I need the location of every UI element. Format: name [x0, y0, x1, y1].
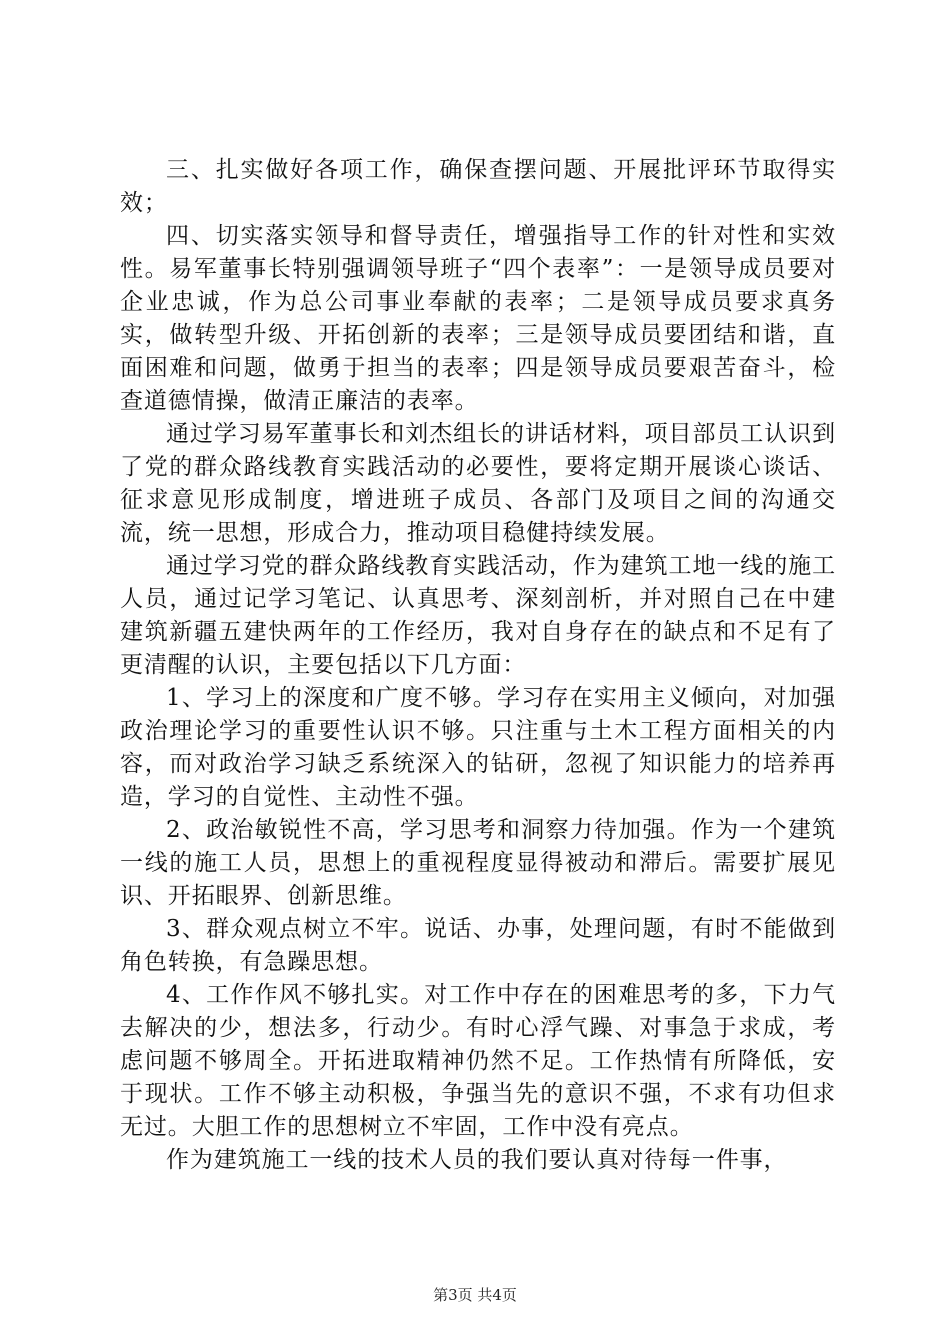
paragraph-section-four: 四、切实落实领导和督导责任，增强指导工作的针对性和实效性。易军董事长特别强调领导班子“四个表率”：一是领导成员要对企业忠诚，作为总公司事业奉献的表率；二是领导成员要求真务实，做转型升级、开拓创新的表率；三是领导成员要团结和谐，直面困难和问题，做勇于担当的表率；四是领导成员要艰苦奋斗，检查道德情操，做清正廉洁的表率。 [120, 223, 836, 414]
paragraph-section-three: 三、扎实做好各项工作，确保查摆问题、开展批评环节取得实效； [120, 157, 836, 216]
paragraph-self-reflection: 通过学习党的群众路线教育实践活动，作为建筑工地一线的施工人员，通过记学习笔记、认真思考、深刻剖析，并对照自己在中建建筑新疆五建快两年的工作经历，我对自身存在的缺点和不足有了更清醒的认识，主要包括以下几方面： [120, 553, 836, 678]
paragraph-study-speech: 通过学习易军董事长和刘杰组长的讲话材料，项目部员工认识到了党的群众路线教育实践活动的必要性，要将定期开展谈心谈话、征求意见形成制度，增进班子成员、各部门及项目之间的沟通交流，统一思想，形成合力，推动项目稳健持续发展。 [120, 421, 836, 546]
paragraph-point-1: 1、学习上的深度和广度不够。学习存在实用主义倾向，对加强政治理论学习的重要性认识不够。只注重与土木工程方面相关的内容，而对政治学习缺乏系统深入的钻研，忽视了知识能力的培养再造，学习的自觉性、主动性不强。 [120, 685, 836, 810]
paragraph-point-2: 2、政治敏锐性不高，学习思考和洞察力待加强。作为一个建筑一线的施工人员，思想上的重视程度显得被动和滞后。需要扩展见识、开拓眼界、创新思维。 [120, 817, 836, 909]
page-number-footer: 第3页 共4页 [433, 1286, 517, 1304]
paragraph-point-3: 3、群众观点树立不牢。说话、办事，处理问题，有时不能做到角色转换，有急躁思想。 [120, 916, 836, 975]
paragraph-point-4: 4、工作作风不够扎实。对工作中存在的困难思考的多，下力气去解决的少，想法多，行动少。有时心浮气躁、对事急于求成，考虑问题不够周全。开拓进取精神仍然不足。工作热情有所降低，安于现状。工作不够主动积极，争强当先的意识不强，不求有功但求无过。大胆工作的思想树立不牢固，工作中没有亮点。 [120, 982, 836, 1140]
paragraph-closing: 作为建筑施工一线的技术人员的我们要认真对待每一件事， [166, 1147, 788, 1173]
document-body [120, 154, 836, 1177]
